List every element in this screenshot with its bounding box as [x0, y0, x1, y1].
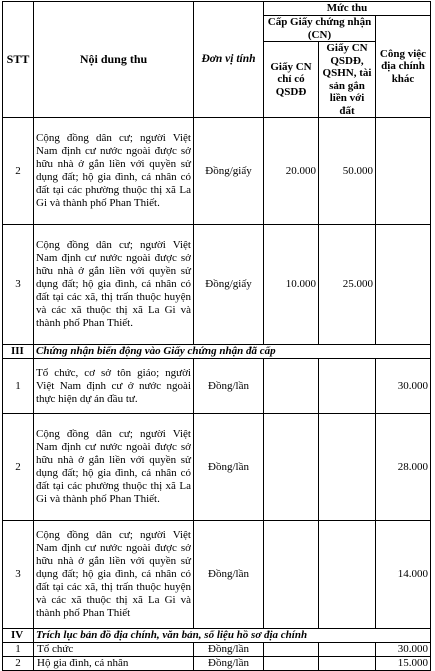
- table-row: [3, 225, 431, 345]
- header-fee: Mức thu: [264, 2, 431, 16]
- row-fee-other: 30.000: [376, 643, 431, 657]
- row-stt: 2: [3, 118, 34, 225]
- header-content: Nội dung thu: [34, 2, 194, 118]
- section-row: [3, 629, 431, 643]
- row-stt: 2: [3, 414, 34, 521]
- row-stt: 3: [3, 521, 34, 629]
- row-fee-land: [264, 414, 319, 521]
- row-fee-land: 20.000: [264, 118, 319, 225]
- header-other: Công việc địa chính khác: [376, 16, 431, 118]
- row-unit: Đồng/lần: [194, 414, 264, 521]
- table-row: [3, 359, 431, 414]
- row-stt: 1: [3, 643, 34, 657]
- row-fee-land: 10.000: [264, 225, 319, 345]
- row-fee-land: [264, 643, 319, 657]
- section-title: Trích lục bản đồ địa chính, văn bản, số liệu hồ sơ địa chính: [34, 629, 431, 643]
- row-unit: Đồng/giấy: [194, 225, 264, 345]
- row-unit: Đồng/lần: [194, 643, 264, 657]
- row-fee-full: 50.000: [319, 118, 376, 225]
- section-number: III: [3, 345, 34, 359]
- row-fee-other: [376, 118, 431, 225]
- section-title: Chứng nhận biến động vào Giấy chứng nhận đã cấp: [34, 345, 431, 359]
- row-fee-full: [319, 521, 376, 629]
- table-row: [3, 657, 431, 671]
- row-fee-land: [264, 657, 319, 671]
- row-stt: 3: [3, 225, 34, 345]
- row-fee-land: [264, 359, 319, 414]
- row-fee-other: 30.000: [376, 359, 431, 414]
- row-content: Tổ chức, cơ sở tôn giáo; người Việt Nam định cư ở nước ngoài thực hiện dự án đầu tư.: [34, 359, 194, 414]
- row-content: Cộng đồng dân cư; người Việt Nam định cư nước ngoài được sở hữu nhà ở gắn liền với quyền sử dụng đất; hộ gia đình, cá nhân có đất tại các xã, thị trấn thuộc huyện và các xã thuộc thị xã La Gi và thành phố Phan Thiết.: [34, 225, 194, 345]
- fee-table: [2, 1, 431, 671]
- table-row: [3, 643, 431, 657]
- row-content: Cộng đồng dân cư; người Việt Nam định cư nước ngoài được sở hữu nhà ở gắn liền với quyền sử dụng đất; hộ gia đình, cá nhân có đất tại các phường thuộc thị xã La Gi và thành phố Phan Thiết.: [34, 414, 194, 521]
- header-cert-full: Giấy CN QSDĐ, QSHN, tài sản gắn liền với đất: [319, 42, 376, 118]
- row-fee-other: 28.000: [376, 414, 431, 521]
- row-content: Cộng đồng dân cư; người Việt Nam định cư nước ngoài được sở hữu nhà ở gắn liền với quyền sử dụng đất; hộ gia đình, cá nhân có đất tại các xã, thị trấn thuộc huyện và các xã thuộc thị xã La Gi và thành phố Phan Thiết: [34, 521, 194, 629]
- row-fee-full: [319, 359, 376, 414]
- row-fee-full: [319, 657, 376, 671]
- table-row: [3, 414, 431, 521]
- row-fee-land: [264, 521, 319, 629]
- header-cert-land: Giấy CN chỉ có QSDĐ: [264, 42, 319, 118]
- row-fee-other: 14.000: [376, 521, 431, 629]
- row-unit: Đồng/lần: [194, 657, 264, 671]
- row-fee-full: 25.000: [319, 225, 376, 345]
- row-stt: 1: [3, 359, 34, 414]
- row-fee-other: [376, 225, 431, 345]
- row-fee-full: [319, 643, 376, 657]
- header-unit: Đơn vị tính: [194, 2, 264, 118]
- table-row: [3, 521, 431, 629]
- row-content: Cộng đồng dân cư; người Việt Nam định cư nước ngoài được sở hữu nhà ở gắn liền với quyền sử dụng đất; hộ gia đình, cá nhân có đất tại các phường thuộc thị xã La Gi và thành phố Phan Thiết.: [34, 118, 194, 225]
- row-unit: Đồng/giấy: [194, 118, 264, 225]
- section-row: [3, 345, 431, 359]
- header-cert-group: Cấp Giấy chứng nhận (CN): [264, 16, 376, 42]
- row-unit: Đồng/lần: [194, 521, 264, 629]
- section-number: IV: [3, 629, 34, 643]
- row-fee-full: [319, 414, 376, 521]
- row-unit: Đồng/lần: [194, 359, 264, 414]
- table-row: [3, 118, 431, 225]
- header-stt: STT: [3, 2, 34, 118]
- row-content: Tổ chức: [34, 643, 194, 657]
- row-content: Hộ gia đình, cá nhân: [34, 657, 194, 671]
- row-fee-other: 15.000: [376, 657, 431, 671]
- row-stt: 2: [3, 657, 34, 671]
